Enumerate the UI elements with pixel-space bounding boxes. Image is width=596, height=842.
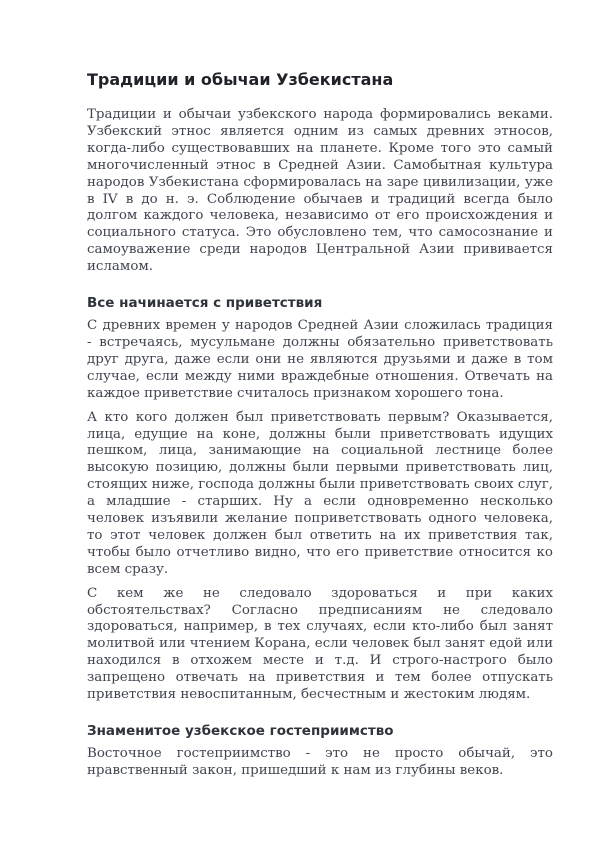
section-heading: Все начинается с приветствия (87, 295, 323, 312)
section-paragraph: Восточное гостеприимство - это не просто обычай, это нравственный закон, пришедший к нам из глубины веков. (87, 746, 553, 778)
section-paragraph: С древних времен у народов Средней Азии сложилась традиция - встречаясь, мусульмане должны обязательно приветствовать друг друга, даже если они не являются друзьями и даже в том случае, если между ними враждебные отношения. Отвечать на каждое приветствие считалось признаком хорошего тона. (87, 318, 553, 401)
section-paragraph: А кто кого должен был приветствовать первым? Оказывается, лица, едущие на коне, должны были приветствовать идущих пешком, лица, занимающие на социальной лестнице более высокую позицию, должны были первыми приветствовать лиц, стоящих ниже, господа должны были приветствовать своих слуг, а младшие - старших. Ну а если одновременно несколько человек изъявили желание поприветствовать одного человека, то этот человек должен был ответить на их приветствия так, чтобы было отчетливо видно, что его приветствие относится ко всем сразу. (87, 409, 553, 577)
section-heading: Знаменитое узбекское гостеприимство (87, 723, 394, 739)
document-page (87, 70, 553, 787)
section-greeting (87, 294, 553, 704)
intro-paragraph: Традиции и обычаи узбекского народа формировались веками. Узбекский этнос является одним из самых древних этносов, когда-либо существовавших на планете. Кроме того это самый многочисленный этнос в Средней Азии. Самобытная культура народов Узбекистана сформировалась на заре цивилизации, уже в IV в до н. э. Соблюдение обычаев и традиций всегда было долгом каждого человека, независимо от его происхождения и социального статуса. Это обусловлено тем, что самосознание и самоуважение среди народов Центральной Азии прививается исламом. (87, 107, 553, 275)
document-title: Традиции и обычаи Узбекистана (87, 70, 394, 89)
section-paragraph: С кем же не следовало здороваться и при каких обстоятельствах? Согласно предписаниям не следовало здороваться, например, в тех случаях, если кто-либо был занят молитвой или чтением Корана, если человек был занят едой или находился в отхожем месте и т.д. И строго-настрого было запрещено отвечать на приветствия и тем более отпускать приветствия невоспитанным, бесчестным и жестоким людям. (87, 585, 553, 703)
section-hospitality (87, 722, 553, 780)
